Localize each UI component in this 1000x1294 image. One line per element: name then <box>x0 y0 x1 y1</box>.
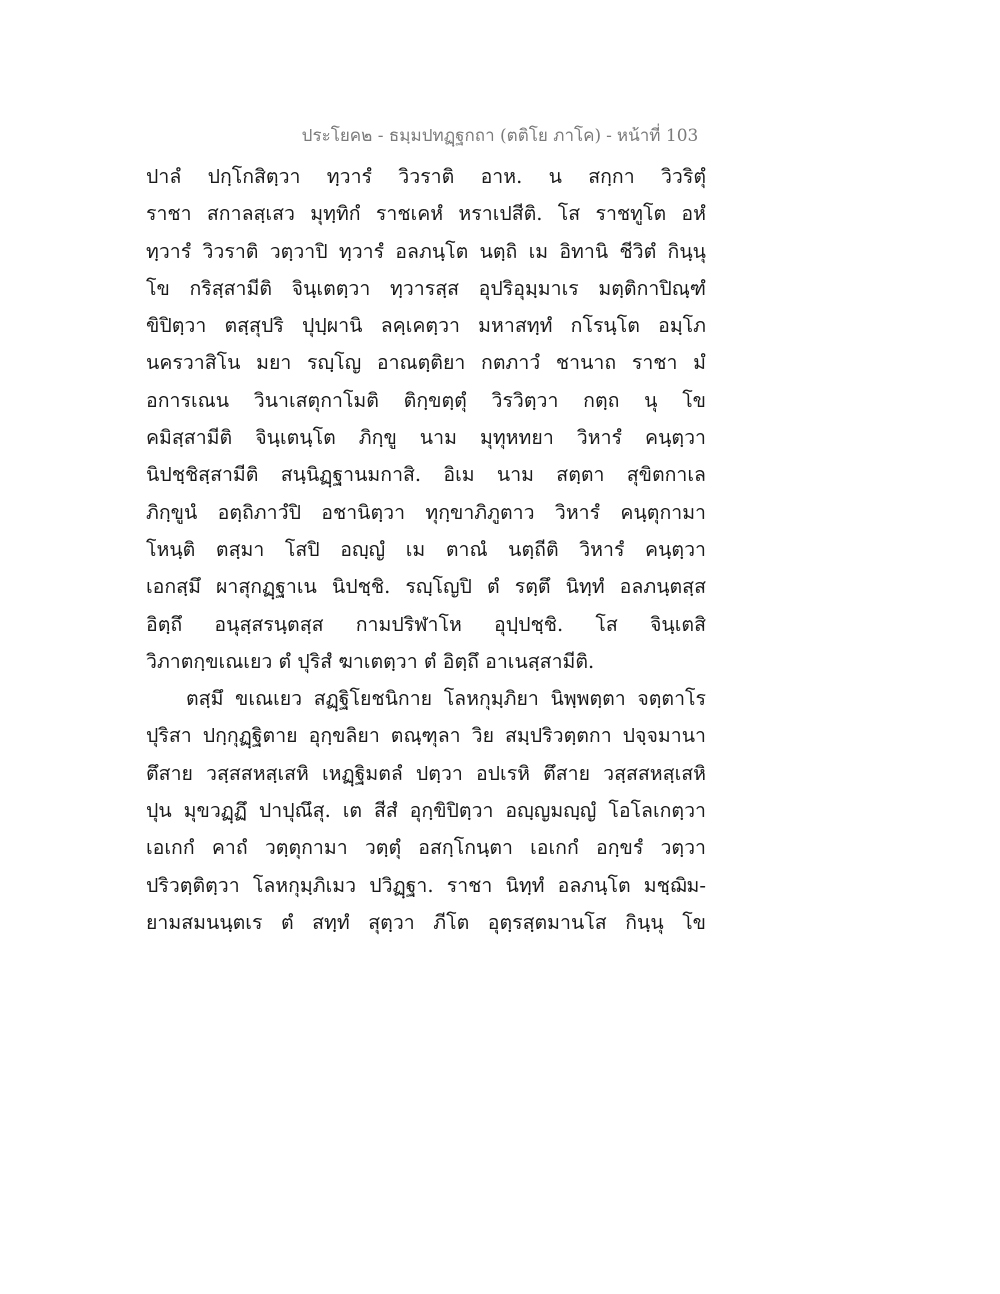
text-line: ปริวตฺติตฺวา โลหกุมฺภิเมว ปวิฏฺฐา. ราชา นิทฺทํ อลภนฺโต มชฺฌิม- <box>146 873 706 897</box>
text-line: นิปชฺชิสฺสามีติ สนฺนิฏฺฐานมกาสิ. อิเม นาม สตฺตา สุขิตกาเล <box>146 463 706 487</box>
text-line: ปุริสา ปกฺกุฏฺฐิตาย อุกฺขลิยา ตณฺฑุลา วิย สมฺปริวตฺตกา ปจฺจมานา <box>146 724 706 748</box>
paragraph-2 <box>146 680 706 941</box>
text-line: คมิสฺสามีติ จินฺเตนฺโต ภิกฺขู นาม มุทุหทยา วิหารํ คนฺตฺวา <box>146 426 706 450</box>
text-line: โข กริสฺสามีติ จินฺเตตฺวา ทฺวารสฺส อุปริอุมฺมาเร มตฺติกาปิณฺฑํ <box>146 276 706 300</box>
text-line: ทฺวารํ วิวราติ วตฺวาปิ ทฺวารํ อลภนฺโต นตฺถิ เม อิทานิ ชีวิตํ กินฺนุ <box>146 239 706 263</box>
text-line: ขิปิตฺวา ตสฺสุปริ ปุปฺผานิ ลคฺเคตฺวา มหาสทฺทํ กโรนฺโต อมฺโภ <box>146 314 706 338</box>
text-line: เอเกกํ คาถํ วตฺตุกามา วตฺตุํ อสกฺโกนฺตา เอเกกํ อกฺขรํ วตฺวา <box>146 836 706 860</box>
text-line: ตสฺมึ ขเณเยว สฏฺฐิโยชนิกาย โลหกุมฺภิยา นิพฺพตฺตา จตฺตาโร <box>186 687 706 711</box>
text-line: วิภาตกฺขเณเยว ตํ ปุริสํ ฆาเตตฺวา ตํ อิตฺถึ อาเนสฺสามีติ. <box>146 649 595 673</box>
text-line: ปาลํ ปกฺโกสิตฺวา ทฺวารํ วิวราติ อาห. น สกฺกา วิวริตุํ <box>146 165 706 188</box>
text-line: อิตฺถึ อนุสฺสรนฺตสฺส กามปริฬาโห อุปฺปชฺชิ. โส จินฺเตสิ <box>146 612 706 636</box>
running-header <box>0 122 1000 149</box>
body-text <box>146 158 706 941</box>
text-line: ปุน มุขวฏฺฏึ ปาปุณึสุ. เต สีสํ อุกฺขิปิตฺวา อญฺญมญฺญํ โอโลเกตฺวา <box>146 799 706 823</box>
page-number: หน้าที่ 103 <box>616 126 699 146</box>
text-line: ยามสมนนฺตเร ตํ สทฺทํ สุตฺวา ภีโต อุตฺรสฺตมานโส กินฺนุ โข <box>146 910 706 934</box>
header-separator: - <box>606 126 612 146</box>
text-line: อการเณน วินาเสตุกาโมติ ติกฺขตฺตุํ วิรวิตฺวา กตฺถ นุ โข <box>146 388 706 412</box>
book-title: ประโยค๒ - ธมฺมปทฏฺฐกถา (ตติโย ภาโค) <box>301 126 602 146</box>
text-line: ราชา สกาลสฺเสว มุทฺทิกํ ราชเคหํ หราเปสีติ. โส ราชทูโต อหํ <box>146 202 706 226</box>
paragraph-1 <box>146 158 706 680</box>
text-line: นครวาสิโน มยา รญฺโญ อาณตฺติยา กตภาวํ ชานาถ ราชา มํ <box>146 351 706 375</box>
text-line: โหนฺติ ตสฺมา โสปิ อญฺญํ เม ตาณํ นตฺถีติ วิหารํ คนฺตฺวา <box>146 537 706 561</box>
text-line: ตึสาย วสฺสสหสฺเสหิ เหฏฺฐิมตลํ ปตฺวา อปเรหิ ตึสาย วสฺสสหสฺเสหิ <box>146 761 706 785</box>
text-line: เอกสฺมึ ผาสุกฏฺฐาเน นิปชฺชิ. รญฺโญปิ ตํ รตฺตึ นิทฺทํ อลภนฺตสฺส <box>146 575 706 599</box>
text-line: ภิกฺขูนํ อตฺถิภาวํปิ อชานิตฺวา ทุกฺขาภิภูตาว วิหารํ คนฺตุกามา <box>146 500 706 524</box>
